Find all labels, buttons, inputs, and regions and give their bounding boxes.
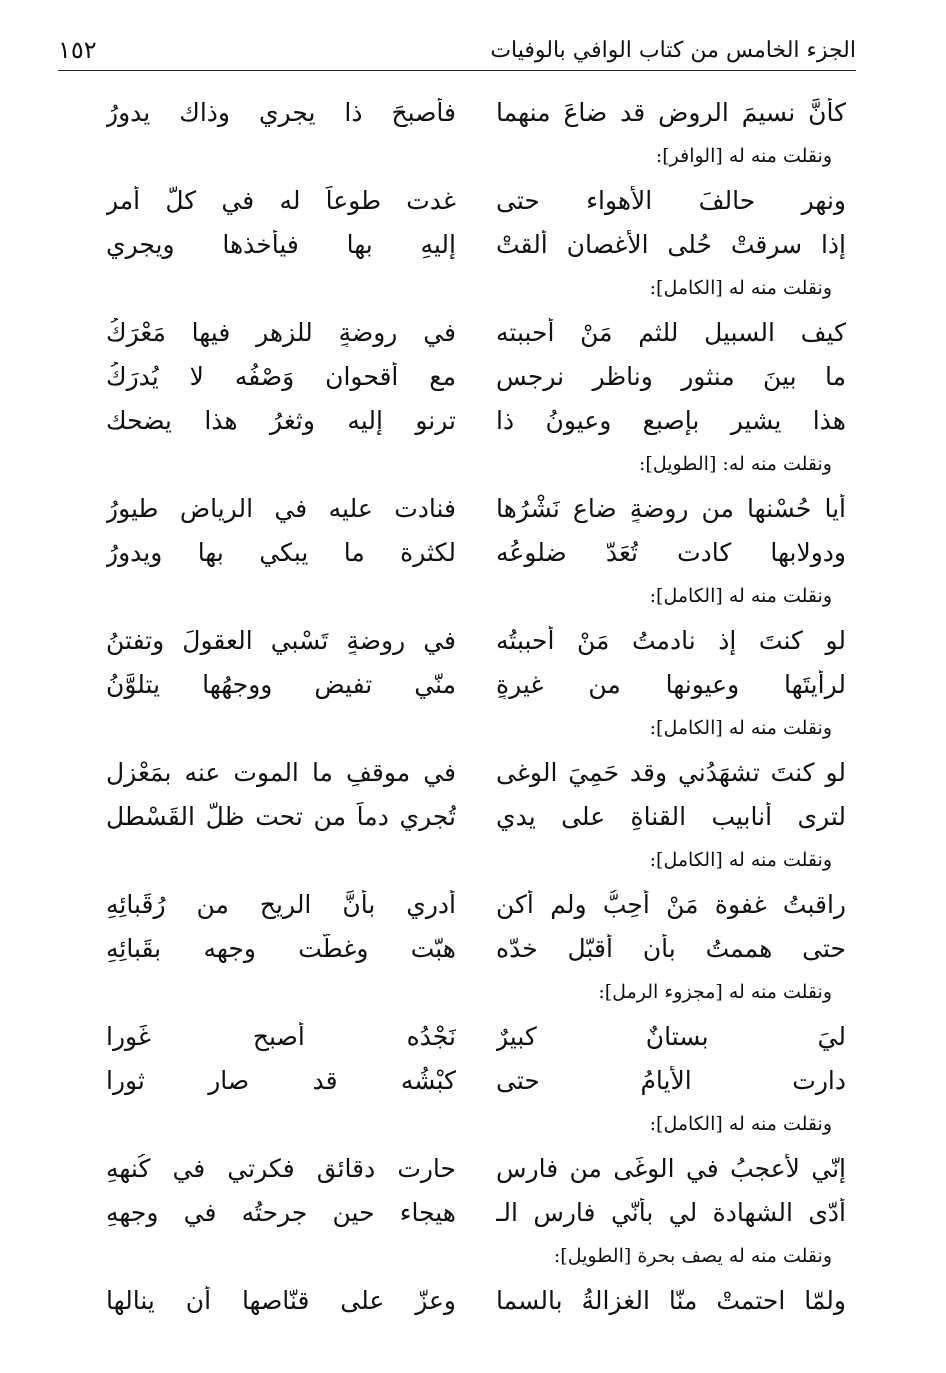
verse-line: [106, 618, 846, 662]
verse-line: [106, 1278, 846, 1322]
verse-line: [106, 1190, 846, 1234]
verse-line: [106, 178, 846, 222]
verse-intro: ونقلت منه له [الكامل]:: [649, 849, 832, 871]
verse-intro: ونقلت منه له يصف بحرة [الطويل]:: [553, 1245, 832, 1267]
second-hemistich: في روضةٍ للزهر فيها مَعْرَكُ: [106, 317, 456, 347]
verse-line: [106, 486, 846, 530]
verse-line: [106, 310, 846, 354]
second-hemistich: فأصبحَ ذا يجري وذاك يدورُ: [106, 97, 456, 127]
verse-line: [106, 1014, 846, 1058]
second-hemistich: نَجْدُه أصبح غَورا: [106, 1021, 456, 1051]
second-hemistich: مع أُقحوان وَصْفُه لا يُدرَكُ: [106, 361, 456, 391]
verse-intro: ونقلت منه له [الكامل]:: [649, 277, 832, 299]
poem-content: [106, 90, 846, 1322]
verse-intro: ونقلت منه له [مجزوء الرمل]:: [598, 981, 832, 1003]
first-hemistich: راقبتُ غفوة مَنْ أُحِبُّ ولم أكن: [496, 889, 846, 919]
verse-intro: ونقلت منه له [الوافر]:: [655, 145, 832, 167]
running-title: الجزء الخامس من كتاب الوافي بالوفيات: [490, 37, 856, 63]
verse-line: [106, 882, 846, 926]
first-hemistich: لرأيتَها وعيونها من غيرةٍ: [496, 669, 846, 699]
second-hemistich: وعزّ على قنّاصها أن ينالها: [106, 1285, 456, 1315]
first-hemistich: أيا حُسْنها من روضةٍ ضاع نَشْرُها: [496, 493, 846, 523]
second-hemistich: فنادت عليه في الرياض طيورُ: [106, 493, 456, 523]
verse-line: [106, 662, 846, 706]
verse-line: [106, 1146, 846, 1190]
first-hemistich: إذا سرقتْ حُلى الأغصان ألقتْ: [496, 229, 846, 259]
first-hemistich: ليَ بستانٌ كبيرٌ: [496, 1021, 846, 1051]
first-hemistich: ما بينَ منثورٍ وناظرِ نرجسٍ: [496, 361, 846, 391]
page-number: ١٥٢: [58, 36, 97, 64]
second-hemistich: منّي تفيض ووجهُها يتلوَّنُ: [106, 669, 456, 699]
first-hemistich: حتى هممتُ بأن أُقبّل خدّه: [496, 933, 846, 963]
verse-line: [106, 530, 846, 574]
second-hemistich: غدت طوعاً له في كلّ أمرِ: [106, 185, 456, 215]
first-hemistich: لو كنتَ تشهَدُني وقد حَمِيَ الوغى: [496, 757, 846, 787]
second-hemistich: إليهِ بها فيأخذها ويجري: [106, 229, 456, 259]
verse-intro: ونقلت منه له [الكامل]:: [649, 1113, 832, 1135]
verse-line: [106, 90, 846, 134]
second-hemistich: هيجاء حين جرحتُه في وجهِهِ: [106, 1197, 456, 1227]
first-hemistich: لو كنتَ إذ نادمتُ مَنْ أحببتُه: [496, 625, 846, 655]
first-hemistich: إنّي لأعجبُ في الوغَى من فارسٍ: [496, 1153, 846, 1183]
second-hemistich: كبْشُه قد صار ثورا: [106, 1065, 456, 1095]
first-hemistich: ونهرٍ حالفَ الأهواء حتى: [496, 185, 846, 215]
first-hemistich: أدّى الشهادة لي بأنّي فارس الـ: [496, 1197, 846, 1227]
verse-line: [106, 794, 846, 838]
second-hemistich: تُجري دماً من تحت ظلّ القَسْطلِ: [106, 801, 456, 831]
running-header: [58, 30, 856, 71]
verse-line: [106, 354, 846, 398]
first-hemistich: كأنَّ نسيمَ الروضِ قد ضاعَ منهما: [496, 97, 846, 127]
second-hemistich: في موقفٍ ما الموت عنه بمَعْزِلِ: [106, 757, 456, 787]
verse-line: [106, 1058, 846, 1102]
verse-line: [106, 750, 846, 794]
first-hemistich: لترى أنابيب القناةِ على يدي: [496, 801, 846, 831]
verse-intro: ونقلت منه له: [الطويل]:: [639, 453, 832, 475]
first-hemistich: دارت الأيامُ حتى: [496, 1065, 846, 1095]
first-hemistich: هذا يشير بإصبعٍ وعيونُ ذا: [496, 405, 846, 435]
verse-intro: ونقلت منه له [الكامل]:: [649, 585, 832, 607]
second-hemistich: حارت دقائق فكرتي في كُنهِهِ: [106, 1153, 456, 1183]
verse-line: [106, 222, 846, 266]
first-hemistich: ودولابها كادت تُعَدّ ضلوعُه: [496, 537, 846, 567]
verse-line: [106, 398, 846, 442]
second-hemistich: في روضةٍ تَسْبي العقولَ وتفتنُ: [106, 625, 456, 655]
first-hemistich: ولمّا احتمتْ منّا الغزالةُ بالسما: [496, 1285, 846, 1315]
second-hemistich: ترنو إليه وثغرُ هذا يضحك: [106, 405, 456, 435]
verse-intro: ونقلت منه له [الكامل]:: [649, 717, 832, 739]
verse-line: [106, 926, 846, 970]
second-hemistich: لكثرة ما يبكي بها ويدورُ: [106, 537, 456, 567]
first-hemistich: كيف السبيل للثم مَنْ أحببته: [496, 317, 846, 347]
second-hemistich: هبّت وغطّت وجهه بقَبائِهِ: [106, 933, 456, 963]
second-hemistich: أدري بأنَّ الريح من رُقَبائِهِ: [106, 889, 456, 919]
